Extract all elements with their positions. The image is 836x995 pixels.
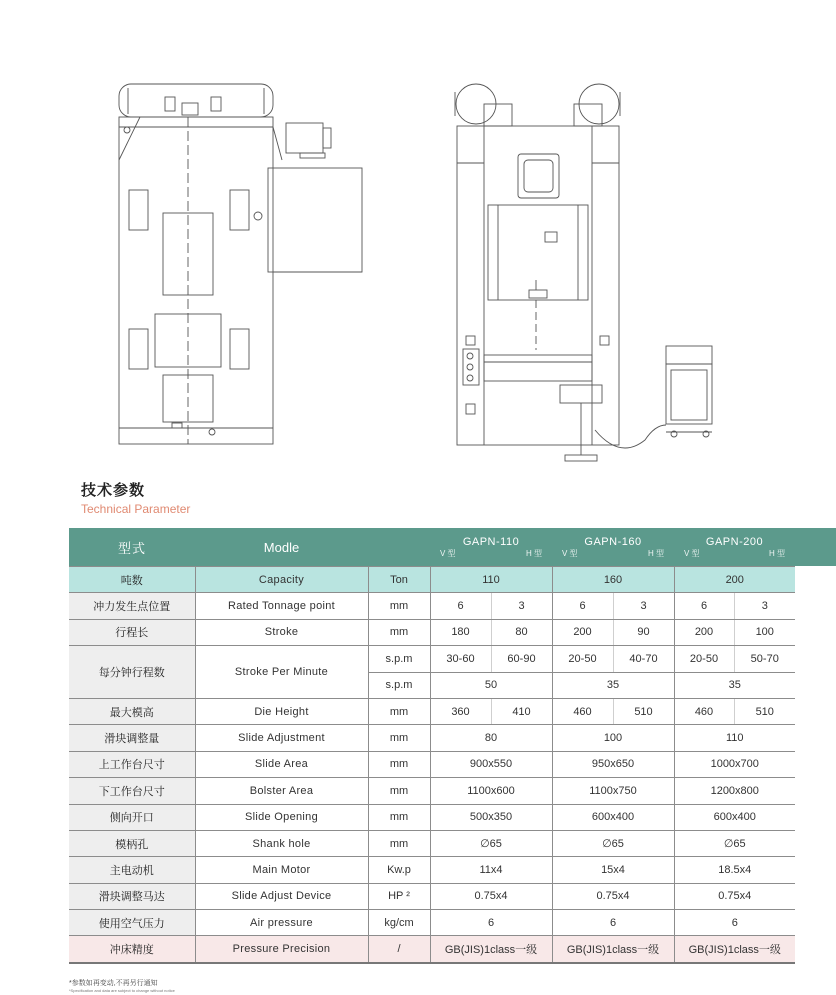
- spec-value: GB(JIS)1class一级: [674, 936, 795, 963]
- spec-value: 6: [674, 910, 795, 936]
- spec-value: 90: [613, 619, 674, 645]
- header-model: GAPN-110 V 型 H 型: [430, 528, 552, 567]
- spec-value: 3: [613, 593, 674, 619]
- param-name-cn: 冲床精度: [69, 936, 195, 963]
- param-name-en: Main Motor: [195, 857, 368, 883]
- spec-value: 20-50: [552, 646, 613, 672]
- spec-value: 410: [491, 698, 552, 724]
- spec-value: 20-50: [674, 646, 734, 672]
- table-row: [69, 593, 795, 619]
- spec-value: 110: [674, 725, 795, 751]
- spec-value: 60-90: [491, 646, 552, 672]
- param-unit: mm: [368, 725, 430, 751]
- spec-value: 6: [552, 910, 674, 936]
- param-name-cn: 最大模高: [69, 698, 195, 724]
- param-name-en: Slide Opening: [195, 804, 368, 830]
- spec-value: 18.5x4: [674, 857, 795, 883]
- spec-value: ∅65: [430, 830, 552, 856]
- param-name-en: Shank hole: [195, 830, 368, 856]
- param-unit: mm: [368, 778, 430, 804]
- spec-value: 1200x800: [674, 778, 795, 804]
- spec-value: 160: [552, 567, 674, 593]
- spec-value: 30-60: [430, 646, 491, 672]
- spec-value: 6: [430, 910, 552, 936]
- press-drawings: [0, 0, 836, 470]
- spec-value: 950x650: [552, 751, 674, 777]
- side-view-drawing: [119, 84, 362, 444]
- spec-table: [69, 528, 795, 964]
- table-row: [69, 910, 795, 936]
- param-name-en: Die Height: [195, 698, 368, 724]
- spec-value: 200: [552, 619, 613, 645]
- param-name-cn: 每分钟行程数: [69, 646, 195, 699]
- table-row: [69, 857, 795, 883]
- footnote-en: *Specification and data are subject to change without notice: [69, 988, 175, 993]
- spec-value: 6: [674, 593, 734, 619]
- spec-value: 0.75x4: [552, 883, 674, 909]
- header-model: GAPN-160 V 型 H 型: [552, 528, 674, 567]
- param-name-cn: 滑块调整马达: [69, 883, 195, 909]
- param-name-cn: 上工作台尺寸: [69, 751, 195, 777]
- spec-value: 180: [430, 619, 491, 645]
- section-subtitle: Technical Parameter: [81, 502, 191, 516]
- param-name-cn: 模柄孔: [69, 830, 195, 856]
- spec-value: 80: [430, 725, 552, 751]
- param-unit: Ton: [368, 567, 430, 593]
- param-name-cn: 冲力发生点位置: [69, 593, 195, 619]
- spec-value: 15x4: [552, 857, 674, 883]
- table-row: [69, 804, 795, 830]
- param-name-en: Stroke: [195, 619, 368, 645]
- param-unit: HP ²: [368, 883, 430, 909]
- spec-value: 6: [552, 593, 613, 619]
- spec-value: 1000x700: [674, 751, 795, 777]
- table-row: [69, 698, 795, 724]
- spec-value: 50: [430, 672, 552, 698]
- param-name-cn: 吨数: [69, 567, 195, 593]
- param-name-cn: 下工作台尺寸: [69, 778, 195, 804]
- param-unit: mm: [368, 593, 430, 619]
- spec-value: 50-70: [734, 646, 795, 672]
- param-unit: s.p.m: [368, 672, 430, 698]
- param-unit: kg/cm: [368, 910, 430, 936]
- spec-value: 1100x600: [430, 778, 552, 804]
- footnote: *参数如再变动,不再另行通知: [69, 980, 158, 987]
- param-unit: mm: [368, 804, 430, 830]
- param-name-en: Rated Tonnage point: [195, 593, 368, 619]
- spec-value: 600x400: [674, 804, 795, 830]
- table-row: [69, 936, 795, 963]
- spec-value: 3: [734, 593, 795, 619]
- spec-value: GB(JIS)1class一级: [552, 936, 674, 963]
- param-name-en: Slide Area: [195, 751, 368, 777]
- param-name-cn: 滑块调整量: [69, 725, 195, 751]
- table-header-row: [69, 528, 795, 567]
- param-name-en: Pressure Precision: [195, 936, 368, 963]
- spec-value: 100: [734, 619, 795, 645]
- table-row: [69, 619, 795, 645]
- spec-value: 600x400: [552, 804, 674, 830]
- spec-value: 110: [430, 567, 552, 593]
- table-row: [69, 567, 795, 593]
- spec-value: 1100x750: [552, 778, 674, 804]
- spec-value: 360: [430, 698, 491, 724]
- param-unit: Kw.p: [368, 857, 430, 883]
- spec-value: GB(JIS)1class一级: [430, 936, 552, 963]
- spec-value: 510: [734, 698, 795, 724]
- spec-value: 510: [613, 698, 674, 724]
- section-title: 技术参数: [81, 482, 146, 499]
- table-row: [69, 830, 795, 856]
- param-unit: s.p.m: [368, 646, 430, 672]
- param-name-en: Bolster Area: [195, 778, 368, 804]
- header-strip-extension: [795, 528, 836, 566]
- spec-value: 35: [674, 672, 795, 698]
- table-row: [69, 646, 795, 672]
- spec-value: 6: [430, 593, 491, 619]
- header-type-en: Modle: [195, 528, 368, 567]
- param-name-cn: 主电动机: [69, 857, 195, 883]
- spec-value: 0.75x4: [674, 883, 795, 909]
- param-name-cn: 使用空气压力: [69, 910, 195, 936]
- spec-value: ∅65: [552, 830, 674, 856]
- param-name-cn: 侧向开口: [69, 804, 195, 830]
- spec-value: 35: [552, 672, 674, 698]
- table-row: [69, 883, 795, 909]
- spec-value: 200: [674, 567, 795, 593]
- param-unit: mm: [368, 830, 430, 856]
- table-row: [69, 725, 795, 751]
- table-row: [69, 778, 795, 804]
- spec-value: 200: [674, 619, 734, 645]
- param-name-cn: 行程长: [69, 619, 195, 645]
- spec-value: 100: [552, 725, 674, 751]
- param-name-en: Slide Adjust Device: [195, 883, 368, 909]
- param-name-en: Slide Adjustment: [195, 725, 368, 751]
- spec-value: 80: [491, 619, 552, 645]
- param-unit: mm: [368, 751, 430, 777]
- spec-value: 460: [552, 698, 613, 724]
- spec-value: ∅65: [674, 830, 795, 856]
- spec-value: 0.75x4: [430, 883, 552, 909]
- spec-value: 40-70: [613, 646, 674, 672]
- spec-value: 500x350: [430, 804, 552, 830]
- param-name-en: Stroke Per Minute: [195, 646, 368, 699]
- param-name-en: Air pressure: [195, 910, 368, 936]
- param-name-en: Capacity: [195, 567, 368, 593]
- header-type-cn: 型式: [69, 528, 195, 567]
- spec-value: 900x550: [430, 751, 552, 777]
- header-model: GAPN-200 V 型 H 型: [674, 528, 795, 567]
- spec-value: 3: [491, 593, 552, 619]
- spec-value: 460: [674, 698, 734, 724]
- param-unit: /: [368, 936, 430, 963]
- spec-value: 11x4: [430, 857, 552, 883]
- table-row: [69, 751, 795, 777]
- param-unit: mm: [368, 698, 430, 724]
- param-unit: mm: [368, 619, 430, 645]
- front-view-drawing: [455, 84, 712, 461]
